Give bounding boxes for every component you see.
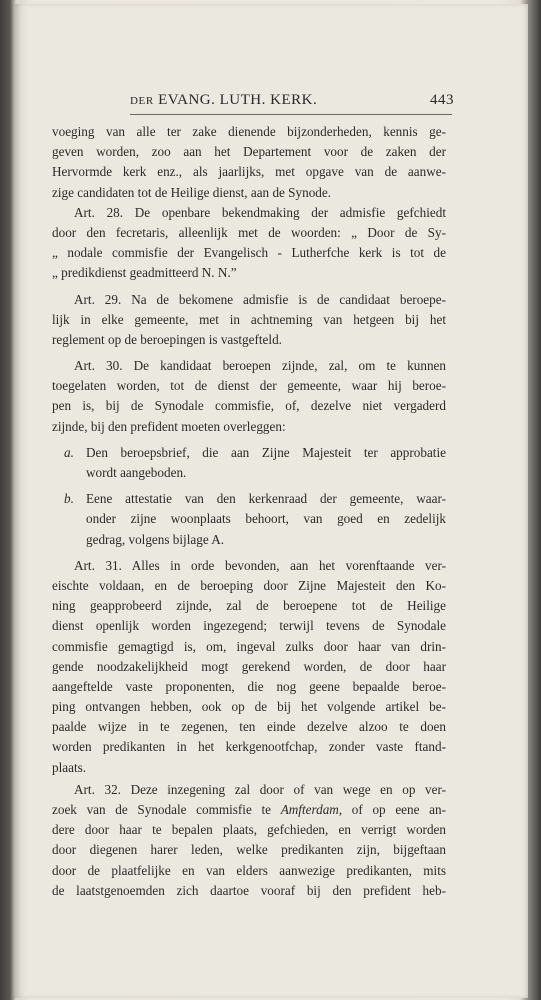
list-item-b [64, 489, 446, 550]
title-main: EVANG. LUTH. KERK. [158, 92, 318, 108]
text-line: door de plaatfelijke en van elders aanwezige predikanten, mits [52, 862, 446, 878]
article-29-line: Art. 29. Na de bekomene admisfie is de candidaat beroepe- [74, 291, 446, 307]
text-line: „ nodale commisfie der Evangelisch - Lutherfche kerk is tot de [52, 245, 446, 261]
text-segment: zoek van de Synodale commisfie te [52, 802, 281, 817]
text-line: door den fecretaris, alleenlijk met de woorden: „ Door de Sy- [52, 224, 446, 240]
text-line: wordt aangeboden. [86, 465, 187, 480]
text-line: pen is, bij de Synodale commisfie, of, dezelve niet vergaderd [52, 398, 446, 414]
item-label-b: b. [64, 491, 74, 507]
text-line: „ predikdienst geadmitteerd N. N.” [52, 265, 237, 281]
text-line: Hervormde kerk enz., als jaarlijks, met opgave van de aanwe- [52, 164, 446, 180]
text-line: toegelaten worden, tot de dienst der gemeente, waar hij beroe- [52, 378, 446, 394]
text-line: dienst openlijk worden ingezegend; terwijl tevens de Synodale [52, 618, 446, 634]
text-line: commisfie gemagtigd is, om, ingeval zulks door haar van drin- [52, 638, 446, 654]
text-line: ping ontvangen hebben, ook op de bij het volgende artikel be- [52, 699, 446, 715]
text-line: onder zijne woonplaats behoort, van goed en zedelijk [86, 511, 446, 527]
text-line: geven worden, zoo aan het Departement voor de zaken der [52, 144, 446, 160]
page-number: 443 [430, 92, 454, 108]
text-line: ning geapprobeerd zijnde, zal de beroepene tot de Heilige [52, 598, 446, 614]
text-line: gedrag, volgens bijlage A. [86, 531, 225, 547]
text-line: de laatstgenoemden zich daartoe vooraf bij den prefident heb- [52, 882, 446, 898]
text-line: dere door haar te bepalen plaats, gefchieden, en verrigt worden [52, 822, 446, 838]
article-32-line: Art. 32. Deze inzegening zal door of van wege en op ver- [74, 781, 446, 797]
title-prefix: DER [130, 95, 154, 107]
article-28-line: Art. 28. De openbare bekendmaking der admisfie gefchiedt [74, 204, 446, 220]
article-31-line: Art. 31. Alles in orde bevonden, aan het vorenftaande ver- [74, 557, 446, 573]
text-line: zige candidaten tot de Heilige dienst, aan de Synode. [52, 184, 332, 200]
text-segment: , of op eene an- [338, 802, 446, 817]
header-rule [130, 114, 452, 115]
text-line-with-place [52, 800, 446, 820]
text-line: eischte voldaan, en de beroeping door Zijne Majesteit den Ko- [52, 577, 446, 593]
text-line: reglement op de beroepingen is vastgefteld. [52, 331, 282, 347]
list-item-a [64, 443, 446, 483]
text-line: aangeftelde vaste proponenten, die nog geene bepaalde beroe- [52, 678, 446, 694]
text-line: plaats. [52, 759, 87, 775]
text-line: Den beroepsbrief, die aan Zijne Majesteit ter approbatie [86, 444, 446, 460]
article-30-line: Art. 30. De kandidaat beroepen zijnde, zal, om te kunnen [74, 358, 446, 374]
running-title [130, 92, 317, 109]
text-line: zijnde, bij den prefident moeten overleggen: [52, 418, 286, 434]
text-line: voeging van alle ter zake dienende bijzonderheden, kennis ge- [52, 124, 446, 139]
text-line: worden predikanten in het kerkgenootfchap, zonder vaste ftand- [52, 739, 446, 755]
running-header [124, 92, 454, 112]
text-line: Eene attestatie van den kerkenraad der gemeente, waar- [86, 491, 446, 507]
item-label-a: a. [64, 444, 74, 460]
text-line: gende noodzakelijkheid mogt gerekend worden, de door haar [52, 658, 446, 674]
page-body [52, 122, 446, 901]
book-page [14, 4, 528, 998]
text-line: paalde wijze in te zegenen, ten einde dezelve alzoo te doen [52, 719, 446, 735]
text-line: door diegenen harer leden, welke predikanten zijn, bijgeftaan [52, 842, 446, 858]
place-name-amsterdam: Amfterdam [280, 802, 339, 817]
text-line: lijk in elke gemeente, met in achtneming van hetgeen bij het [52, 311, 446, 327]
